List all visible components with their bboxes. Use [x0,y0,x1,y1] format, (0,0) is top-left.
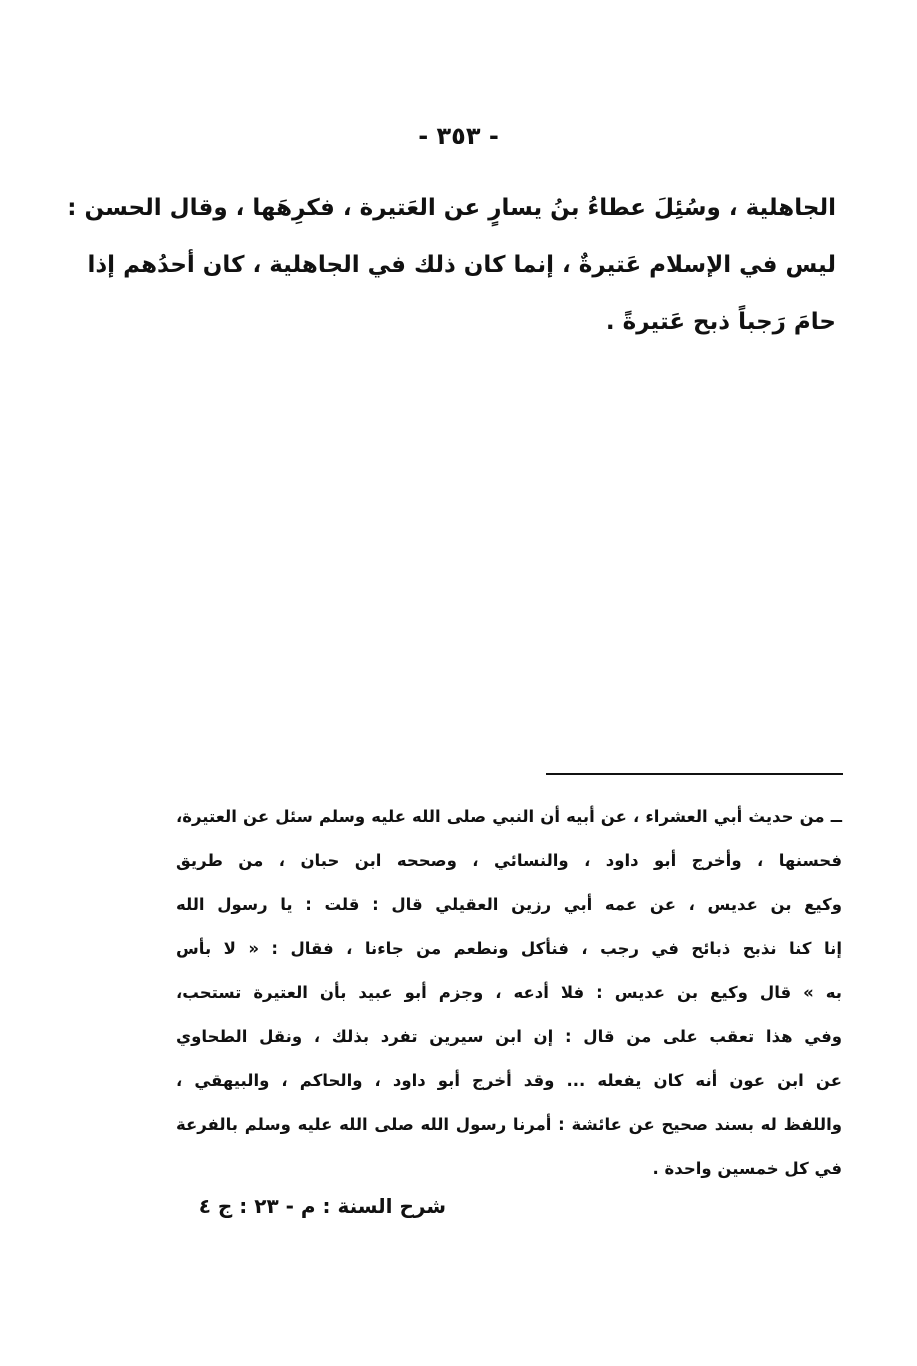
book-signature: شرح السنة : م - ٢٣ : ج ٤ [198,1194,446,1218]
footnote-line: وفي هذا تعقب على من قال : إن ابن سيرين تفرد بذلك ، ونقل الطحاوي [176,1027,842,1046]
main-text [67,180,836,351]
footnote [176,795,842,1191]
footnote-line: واللفظ له بسند صحيح عن عائشة : أمرنا رسول الله صلى الله عليه وسلم بالفرعة [176,1115,842,1134]
footnote-line: إنا كنا نذبح ذبائح في رجب ، فنأكل ونطعم من جاءنا ، فقال : « لا بأس [176,939,842,958]
main-text-line: الجاهلية ، وسُئِلَ عطاءُ بنُ يسارٍ عن العَتيرة ، فكرِهَها ، وقال الحسن : [67,195,836,221]
footnote-line: في كل خمسين واحدة . [652,1159,842,1178]
main-text-line: حامَ رَجباً ذبح عَتيرةً . [605,309,836,335]
page-number: - ٣٥٣ - [418,122,499,150]
footnote-line: وكيع بن عديس ، عن عمه أبي رزين العقيلي قال : قلت : يا رسول الله [176,895,842,914]
main-text-line: ليس في الإسلام عَتيرةٌ ، إنما كان ذلك في الجاهلية ، كان أحدُهم إذا [87,252,836,278]
footnote-line: ــ من حديث أبي العشراء ، عن أبيه أن النبي صلى الله عليه وسلم سئل عن العتيرة، [176,807,842,826]
footnote-line: فحسنها ، وأخرج أبو داود ، والنسائي ، وصححه ابن حبان ، من طريق [176,851,842,870]
footnote-line: عن ابن عون أنه كان يفعله ... وقد أخرج أبو داود ، والحاكم ، والبيهقي ، [176,1071,842,1090]
footnote-separator [546,773,843,775]
footnote-line: به » قال وكيع بن عديس : فلا أدعه ، وجزم أبو عبيد بأن العتيرة تستحب، [176,983,842,1002]
